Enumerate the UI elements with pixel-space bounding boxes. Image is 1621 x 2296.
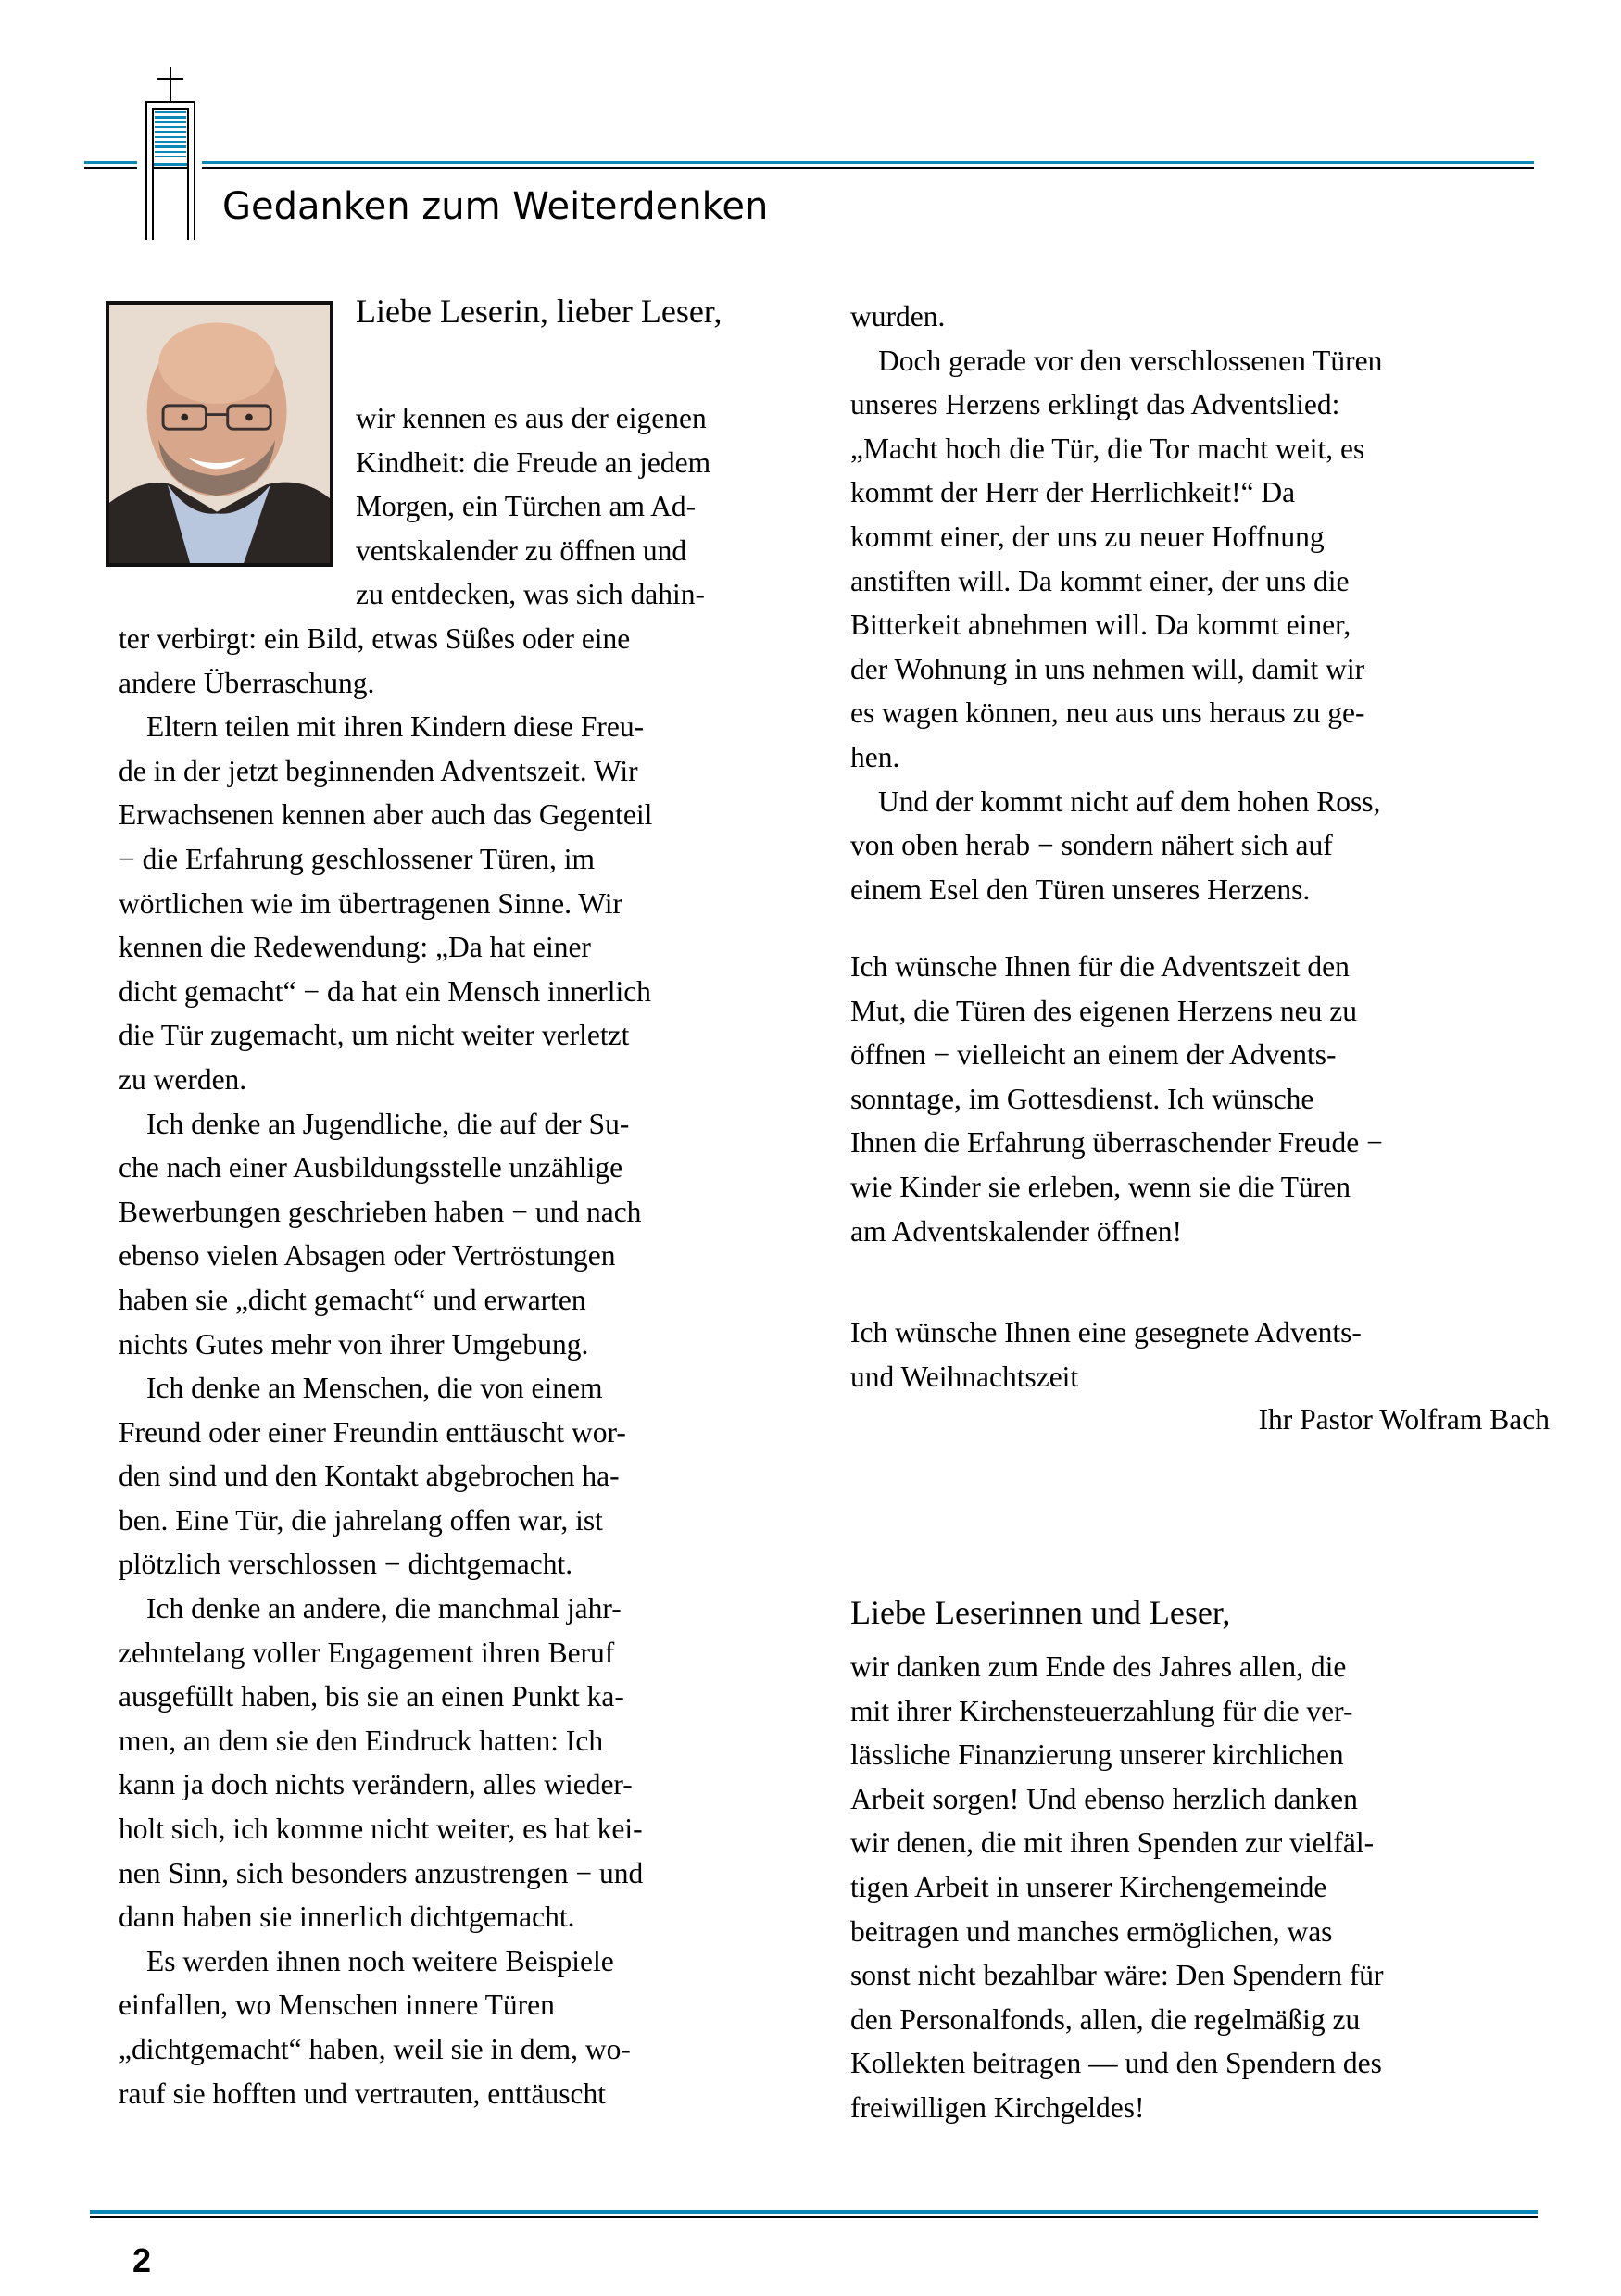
text-line: plötzlich verschlossen − dichtgemacht. bbox=[119, 1548, 573, 1581]
text-line: ausgefüllt haben, bis sie an einen Punkt ka- bbox=[119, 1680, 624, 1713]
text-line: den Personalfonds, allen, die regelmäßig zu bbox=[850, 2002, 1361, 2036]
text-line: einem Esel den Türen unseres Herzens. bbox=[850, 872, 1311, 906]
text-line: Eltern teilen mit ihren Kindern diese Freu- bbox=[146, 710, 645, 744]
text-line: ventskalender zu öffnen und bbox=[356, 533, 687, 567]
beside-photo-text bbox=[356, 396, 710, 617]
thanks-heading: Liebe Leserinnen und Leser, bbox=[850, 1594, 1231, 1631]
text-line: anstiften will. Da kommt einer, der uns die bbox=[850, 564, 1350, 597]
text-line: Doch gerade vor den verschlossenen Türen bbox=[878, 344, 1383, 377]
thanks-paragraph bbox=[850, 1645, 1384, 2130]
text-line: Morgen, ein Türchen am Ad- bbox=[356, 490, 697, 523]
pastor-portrait bbox=[106, 301, 333, 567]
text-line: Ich wünsche Ihnen eine gesegnete Advents- bbox=[850, 1316, 1362, 1349]
text-line: wir denen, die mit ihren Spenden zur vielfäl- bbox=[850, 1826, 1375, 1860]
text-line: wir kennen es aus der eigenen bbox=[356, 402, 707, 434]
cross-bar bbox=[157, 78, 183, 80]
text-line: nichts Gutes mehr von ihrer Umgebung. bbox=[119, 1327, 589, 1361]
text-line: es wagen können, neu aus uns heraus zu ge- bbox=[850, 696, 1365, 730]
text-line: kommt der Herr der Herrlichkeit!“ Da bbox=[850, 476, 1296, 509]
text-line: freiwilligen Kirchgeldes! bbox=[850, 2090, 1145, 2124]
text-line: Und der kommt nicht auf dem hohen Ross, bbox=[878, 784, 1381, 818]
text-line: mit ihrer Kirchensteuerzahlung für die ver- bbox=[850, 1694, 1353, 1727]
text-line: den sind und den Kontakt abgebrochen ha- bbox=[119, 1460, 620, 1493]
closing-paragraph bbox=[850, 1311, 1362, 1399]
text-line: Es werden ihnen noch weitere Beispiele bbox=[146, 1944, 614, 1977]
header-rule-left-black bbox=[84, 167, 137, 169]
text-line: „Macht hoch die Tür, die Tor macht weit, es bbox=[850, 432, 1365, 465]
text-line: dann haben sie innerlich dichtgemacht. bbox=[119, 1901, 575, 1934]
text-line: Ihnen die Erfahrung überraschender Freude − bbox=[850, 1126, 1383, 1160]
tower-base-teal bbox=[154, 163, 187, 166]
header-rule-teal bbox=[202, 161, 1534, 164]
text-line: einfallen, wo Menschen innere Türen bbox=[119, 1989, 555, 2022]
letter-greeting: Liebe Leserin, lieber Leser, bbox=[356, 293, 723, 330]
text-line: Bitterkeit abnehmen will. Da kommt einer, bbox=[850, 609, 1351, 642]
text-line: haben sie „dicht gemacht“ und erwarten bbox=[119, 1283, 586, 1316]
text-line: und Weihnachtszeit bbox=[850, 1360, 1079, 1393]
text-line: ter verbirgt: ein Bild, etwas Süßes oder eine bbox=[119, 622, 631, 655]
text-line: zu entdecken, was sich dahin- bbox=[356, 578, 705, 611]
page-number: 2 bbox=[132, 2241, 152, 2279]
text-line: Mut, die Türen des eigenen Herzens neu zu bbox=[850, 994, 1357, 1027]
text-line: Ich wünsche Ihnen für die Adventszeit den bbox=[850, 950, 1350, 983]
text-line: wie Kinder sie erleben, wenn sie die Türen bbox=[850, 1170, 1351, 1203]
text-line: wurden. bbox=[850, 300, 946, 332]
text-line: Kindheit: die Freude an jedem bbox=[356, 445, 711, 479]
text-line: unseres Herzens erklingt das Adventslied: bbox=[850, 388, 1340, 421]
right-column-text bbox=[850, 295, 1382, 911]
text-line: Ich denke an Jugendliche, die auf der Su- bbox=[146, 1107, 630, 1140]
footer-rule-black bbox=[90, 2216, 1538, 2218]
text-line: Erwachsenen kennen aber auch das Gegenteil bbox=[119, 798, 653, 832]
text-line: Bewerbungen geschrieben haben − und nach bbox=[119, 1195, 642, 1228]
text-line: beitragen und manches ermöglichen, was bbox=[850, 1914, 1333, 1948]
text-line: ben. Eine Tür, die jahrelang offen war, ist bbox=[119, 1503, 603, 1537]
text-line: lässliche Finanzierung unserer kirchlichen bbox=[850, 1738, 1344, 1772]
text-line: öffnen − vielleicht an einem der Advents- bbox=[850, 1038, 1337, 1072]
text-line: Kollekten beitragen — und den Spendern des bbox=[850, 2047, 1382, 2080]
text-line: men, an dem sie den Eindruck hatten: Ich bbox=[119, 1724, 604, 1757]
cross-icon bbox=[170, 67, 171, 102]
text-line: Ich denke an andere, die manchmal jahr- bbox=[146, 1592, 622, 1625]
text-line: zehntelang voller Engagement ihren Beruf bbox=[119, 1636, 615, 1669]
portrait-image bbox=[109, 305, 330, 563]
text-line: rauf sie hofften und vertrauten, enttäuscht bbox=[119, 2076, 606, 2110]
text-line: kommt einer, der uns zu neuer Hoffnung bbox=[850, 520, 1325, 553]
text-line: tigen Arbeit in unserer Kirchengemeinde bbox=[850, 1870, 1327, 1903]
wish-paragraph bbox=[850, 945, 1383, 1253]
text-line: die Tür zugemacht, um nicht weiter verletzt bbox=[119, 1019, 630, 1052]
text-line: wir danken zum Ende des Jahres allen, die bbox=[850, 1650, 1347, 1683]
text-line: „dichtgemacht“ haben, weil sie in dem, wo- bbox=[119, 2033, 631, 2065]
text-line: holt sich, ich komme nicht weiter, es hat kei- bbox=[119, 1813, 643, 1846]
text-line: wörtlichen wie im übertragenen Sinne. Wir bbox=[119, 886, 622, 920]
text-line: che nach einer Ausbildungsstelle unzählige bbox=[119, 1151, 623, 1185]
left-column-text bbox=[119, 617, 652, 2115]
tower-window bbox=[155, 111, 186, 161]
text-line: der Wohnung in uns nehmen will, damit wir bbox=[850, 652, 1365, 685]
text-line: am Adventskalender öffnen! bbox=[850, 1214, 1183, 1248]
text-line: sonntage, im Gottesdienst. Ich wünsche bbox=[850, 1082, 1314, 1115]
header-rule-black bbox=[202, 167, 1534, 169]
text-line: von oben herab − sondern nähert sich auf bbox=[850, 829, 1333, 862]
footer-rule-teal bbox=[90, 2210, 1538, 2214]
text-line: zu werden. bbox=[119, 1062, 247, 1096]
text-line: kann ja doch nichts verändern, alles wieder- bbox=[119, 1768, 633, 1801]
tower-base-black bbox=[154, 167, 187, 169]
text-line: hen. bbox=[850, 740, 900, 773]
text-line: Arbeit sorgen! Und ebenso herzlich danken bbox=[850, 1782, 1358, 1815]
text-line: − die Erfahrung geschlossener Türen, im bbox=[119, 842, 596, 875]
text-line: Ich denke an Menschen, die von einem bbox=[146, 1372, 603, 1405]
signature: Ihr Pastor Wolfram Bach bbox=[1258, 1403, 1550, 1436]
text-line: Freund oder einer Freundin enttäuscht wor- bbox=[119, 1415, 626, 1449]
text-line: ebenso vielen Absagen oder Vertröstungen bbox=[119, 1239, 616, 1273]
section-title: Gedanken zum Weiterdenken bbox=[222, 185, 769, 228]
text-line: nen Sinn, sich besonders anzustrengen − und bbox=[119, 1856, 644, 1889]
text-line: kennen die Redewendung: „Da hat einer bbox=[119, 931, 591, 964]
header-rule-left-teal bbox=[84, 161, 137, 164]
text-line: sonst nicht bezahlbar wäre: Den Spendern für bbox=[850, 1959, 1384, 1992]
text-line: dicht gemacht“ − da hat ein Mensch innerlich bbox=[119, 974, 651, 1008]
text-line: andere Überraschung. bbox=[119, 666, 375, 699]
text-line: de in der jetzt beginnenden Adventszeit. Wir bbox=[119, 754, 638, 787]
